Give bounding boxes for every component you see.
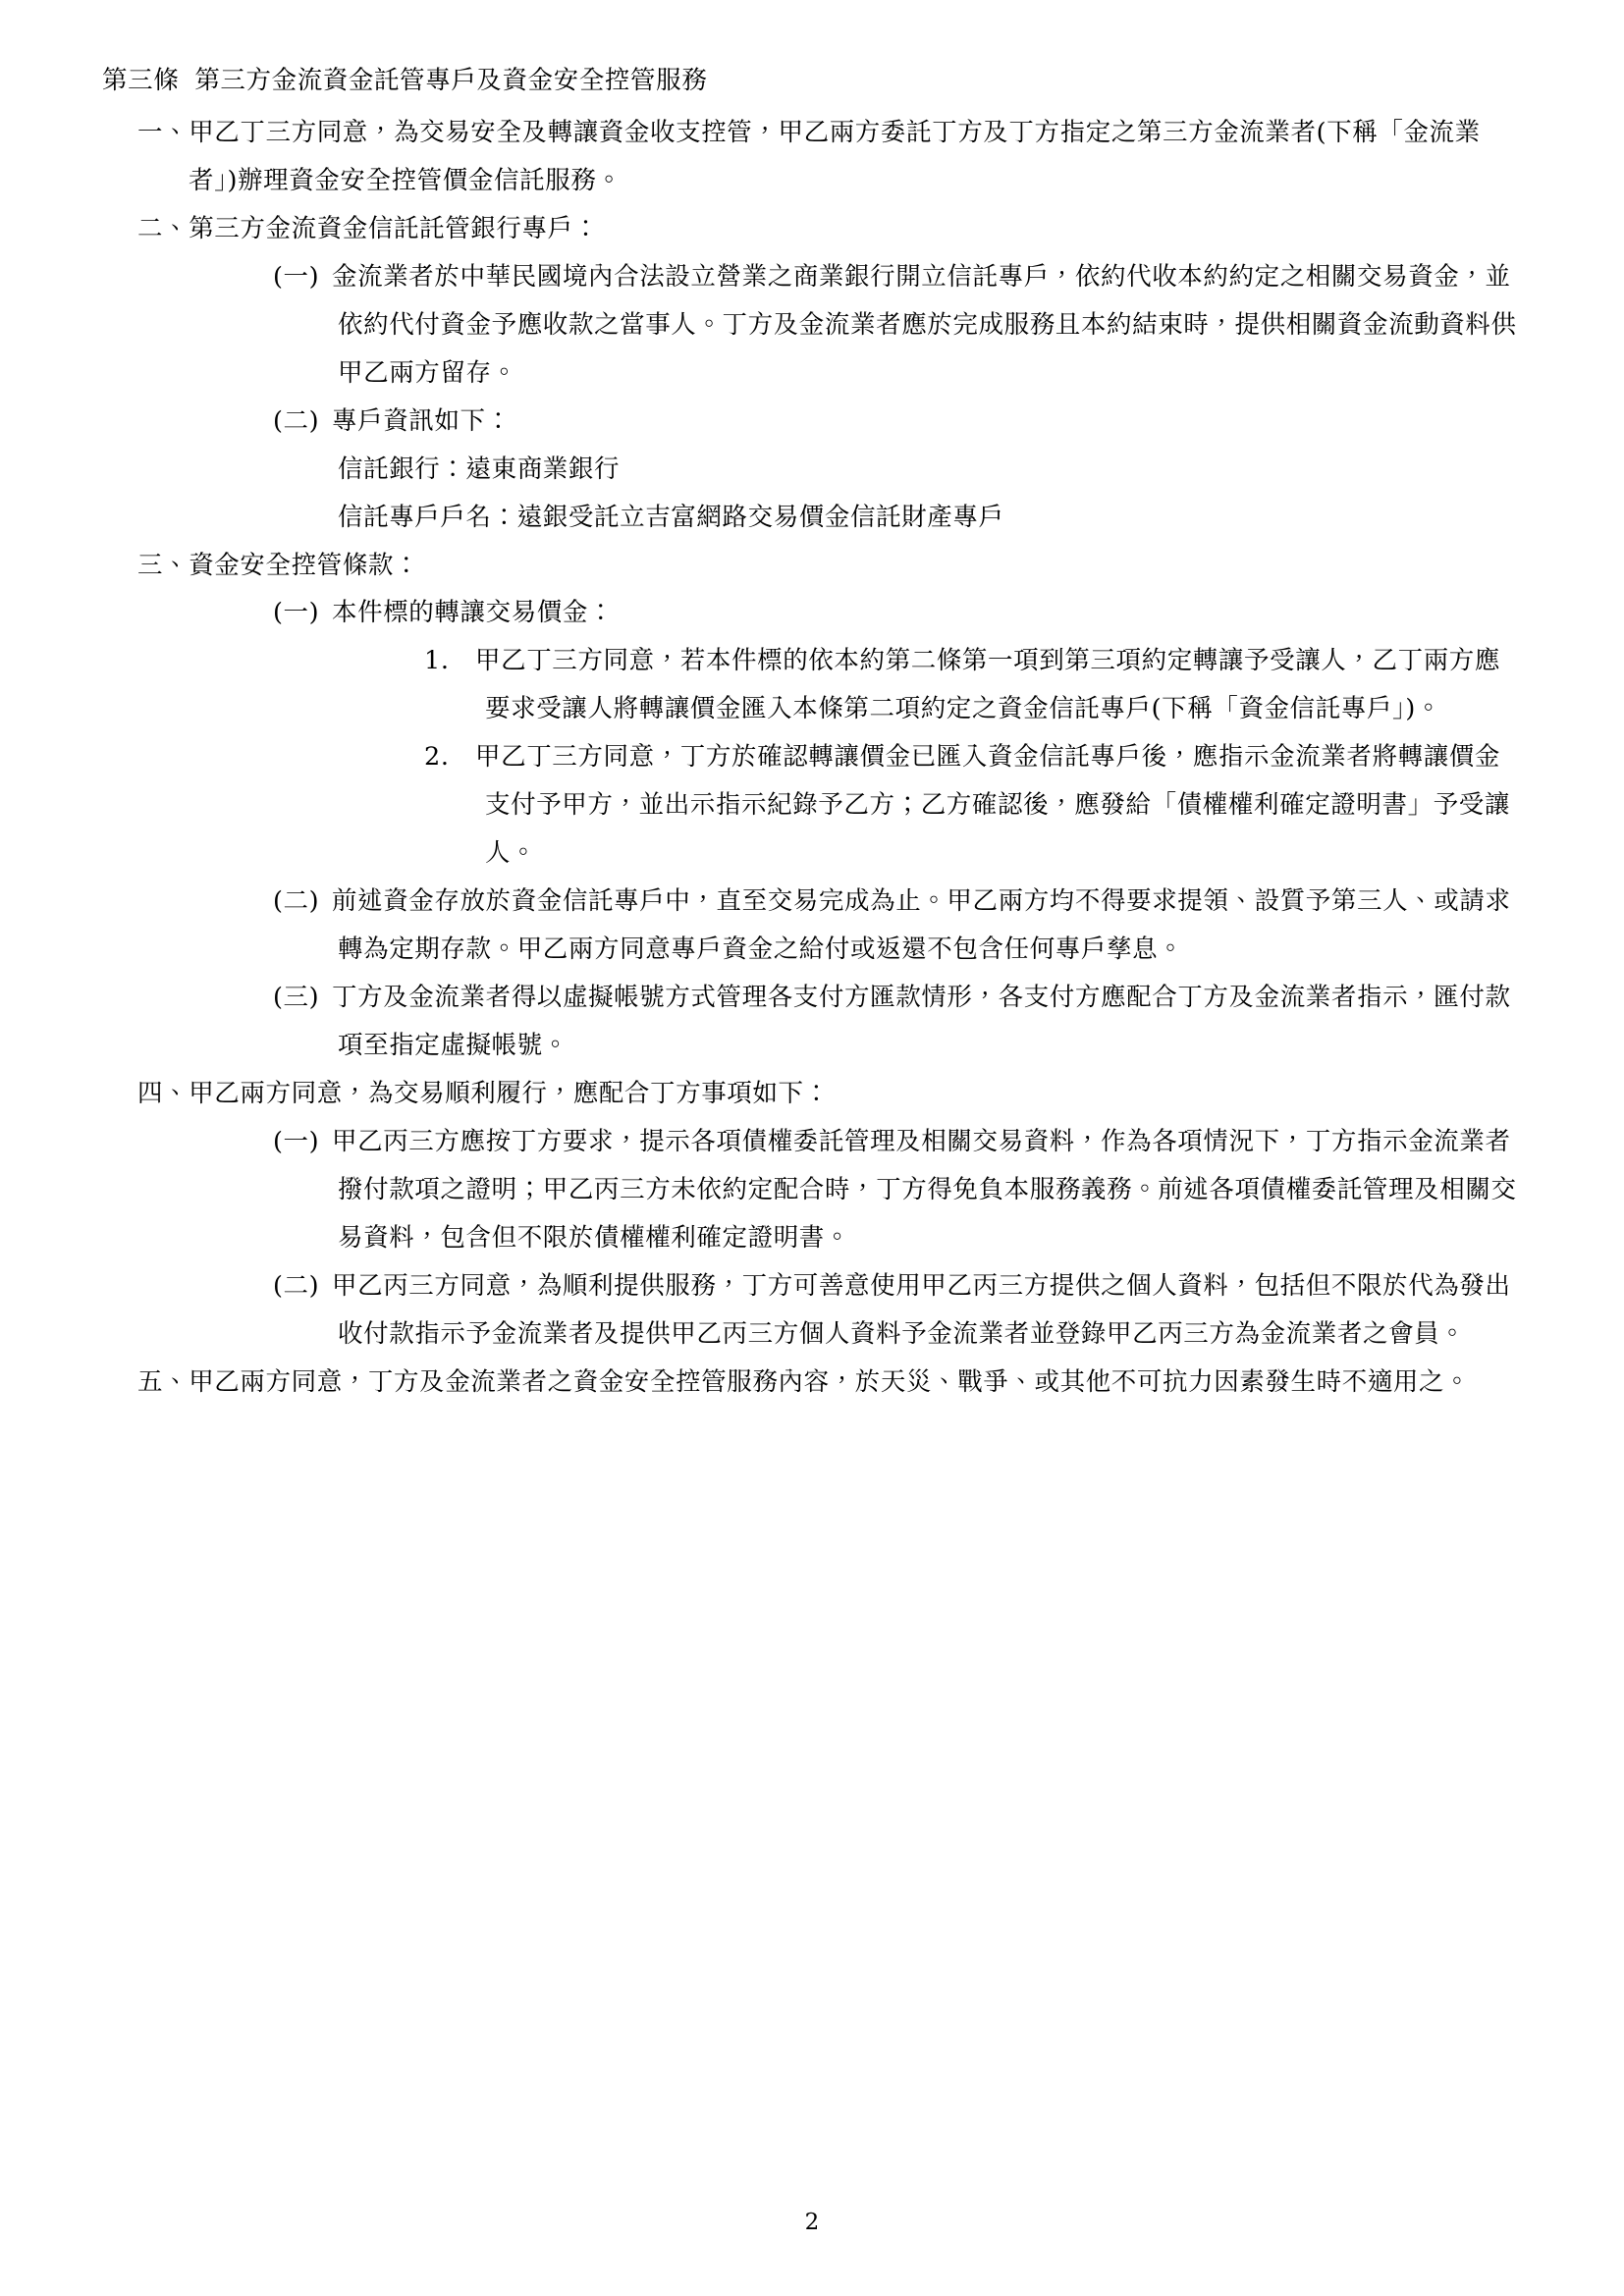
clause-text: 第三方金流資金信託託管銀行專戶： <box>189 213 599 243</box>
clause-marker: 五、 <box>137 1366 189 1397</box>
clause-text: 資金安全控管條款： <box>189 550 420 580</box>
clause-item <box>102 542 1522 590</box>
clause-item <box>102 205 1522 253</box>
clause-heading <box>102 57 1522 105</box>
clause-marker: 四、 <box>137 1079 189 1109</box>
clause-marker: (三) <box>273 983 320 1013</box>
clause-marker: (二) <box>273 886 320 917</box>
clause-item <box>102 1070 1522 1118</box>
clause-item <box>102 398 1522 446</box>
clause-text: 丁方及金流業者得以虛擬帳號方式管理各支付方匯款情形，各支付方應配合丁方及金流業者指示，匯付款項至指定虛擬帳號。 <box>332 983 1511 1061</box>
clause-marker: (一) <box>273 598 320 628</box>
document-body <box>102 57 1522 1407</box>
clause-item <box>102 589 1522 637</box>
clause-text: 甲乙丙三方同意，為順利提供服務，丁方可善意使用甲乙丙三方提供之個人資料，包括但不限於代為發出收付款指示予金流業者及提供甲乙丙三方個人資料予金流業者並登錄甲乙丙三方為金流業者之會員。 <box>332 1270 1511 1349</box>
trust-account-name-line <box>102 494 1522 542</box>
page-number: 2 <box>804 2210 820 2235</box>
clause-text: 甲乙兩方同意，丁方及金流業者之資金安全控管服務內容，於天災、戰爭、或其他不可抗力因素發生時不適用之。 <box>189 1366 1471 1397</box>
clause-item <box>102 637 1522 733</box>
clause-item <box>102 253 1522 398</box>
clause-marker: 三、 <box>137 550 189 580</box>
clause-item <box>102 878 1522 974</box>
clause-marker: (一) <box>273 1126 320 1156</box>
clause-item <box>102 974 1522 1070</box>
clause-marker: 一、 <box>137 117 189 147</box>
clause-marker: (二) <box>273 1270 320 1301</box>
clause-marker: (一) <box>273 261 320 292</box>
clause-marker: 2. <box>424 742 450 773</box>
clause-text: 金流業者於中華民國境內合法設立營業之商業銀行開立信託專戶，依約代收本約約定之相關交易資金，並依約代付資金予應收款之當事人。丁方及金流業者應於完成服務且本約結束時，提供相關資金流動資料供甲乙兩方留存。 <box>332 261 1517 388</box>
clause-text: 甲乙丁三方同意，若本件標的依本約第二條第一項到第三項約定轉讓予受讓人，乙丁兩方應要求受讓人將轉讓價金匯入本條第二項約定之資金信託專戶(下稱「資金信託專戶」)。 <box>475 646 1501 724</box>
clause-text: 前述資金存放於資金信託專戶中，直至交易完成為止。甲乙兩方均不得要求提領、設質予第三人、或請求轉為定期存款。甲乙兩方同意專戶資金之給付或返還不包含任何專戶孳息。 <box>332 886 1511 965</box>
clause-text: 甲乙兩方同意，為交易順利履行，應配合丁方事項如下： <box>189 1079 830 1109</box>
clause-heading-text: 第三方金流資金託管專戶及資金安全控管服務 <box>194 66 708 95</box>
clause-text: 甲乙丁三方同意，丁方於確認轉讓價金已匯入資金信託專戶後，應指示金流業者將轉讓價金支付予甲方，並出示指示紀錄予乙方；乙方確認後，應發給「債權權利確定證明書」予受讓人。 <box>475 742 1511 869</box>
clause-item <box>102 1262 1522 1359</box>
clause-text: 甲乙丁三方同意，為交易安全及轉讓資金收支控管，甲乙兩方委託丁方及丁方指定之第三方金流業者(下稱「金流業者」)辦理資金安全控管價金信託服務。 <box>189 117 1481 195</box>
clause-item <box>102 109 1522 205</box>
clause-marker: 二、 <box>137 213 189 243</box>
trust-bank-line <box>102 446 1522 494</box>
clause-text: 信託專戶戶名：遠銀受託立吉富網路交易價金信託財產專戶 <box>338 502 1004 532</box>
clause-heading-marker: 第三條 <box>102 66 180 95</box>
clause-marker: (二) <box>273 405 320 436</box>
clause-text: 專戶資訊如下： <box>332 405 512 436</box>
clause-text: 信託銀行：遠東商業銀行 <box>338 454 621 484</box>
clause-item <box>102 1359 1522 1407</box>
clause-marker: 1. <box>424 646 450 676</box>
clause-item <box>102 1118 1522 1262</box>
clause-text: 甲乙丙三方應按丁方要求，提示各項債權委託管理及相關交易資料，作為各項情況下，丁方指示金流業者撥付款項之證明；甲乙丙三方未依約定配合時，丁方得免負本服務義務。前述各項債權委託管理及相關交易資料，包含但不限於債權權利確定證明書。 <box>332 1126 1517 1253</box>
clause-text: 本件標的轉讓交易價金： <box>332 598 615 628</box>
clause-item <box>102 733 1522 878</box>
